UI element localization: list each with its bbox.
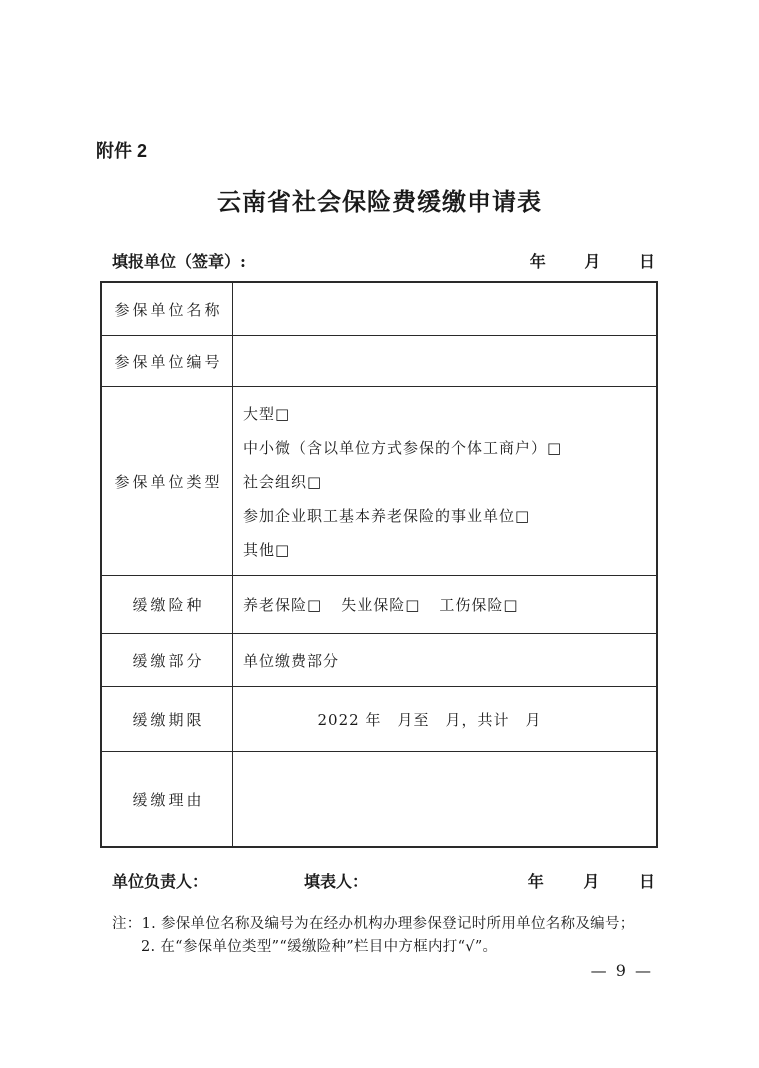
checkbox-option-pension: 养老保险□ [243, 596, 323, 614]
application-form-table [100, 281, 658, 848]
responsible-person-label: 单位负责人： [112, 872, 209, 891]
footnote-1: 注：1. 参保单位名称及编号为在经办机构办理参保登记时所用单位名称及编号； [112, 916, 635, 932]
table-row-unit-name [102, 283, 656, 335]
row-label: 缓缴险种 [102, 576, 233, 633]
table-row-unit-code [102, 335, 656, 386]
row-label: 缓缴理由 [102, 752, 233, 846]
day-label: 日 [638, 252, 655, 271]
table-row-unit-type [102, 386, 656, 575]
row-label: 参保单位编号 [102, 336, 233, 386]
row-label: 参保单位名称 [102, 283, 233, 335]
signature-date [494, 869, 655, 892]
attachment-label: 附件 2 [96, 141, 148, 161]
footnote-2: 2. 在“参保单位类型”“缓缴险种”栏目中方框内打“√”。 [141, 939, 498, 955]
checkbox-option-unemployment: 失业保险□ [341, 596, 421, 614]
signature-row [112, 869, 655, 892]
row-label: 缓缴部分 [102, 634, 233, 686]
month-label: 月 [584, 252, 601, 271]
unit-type-options [233, 387, 656, 575]
unit-code-field [233, 336, 656, 386]
checkbox-option-public-institution: 参加企业职工基本养老保险的事业单位□ [243, 506, 531, 525]
checkbox-option-work-injury: 工伤保险□ [439, 596, 519, 614]
year-label: 年 [529, 252, 546, 271]
day-label: 日 [638, 872, 655, 891]
month-label: 月 [583, 872, 600, 891]
page-title: 云南省社会保险费缓缴申请表 [217, 189, 542, 216]
table-row-deferral-reason [102, 751, 656, 846]
checkbox-option-small-medium: 中小微（含以单位方式参保的个体工商户）□ [243, 438, 563, 457]
footnotes [112, 913, 657, 959]
checkbox-option-large: 大型□ [243, 404, 291, 423]
page-number: — 9 — [590, 961, 653, 980]
deferral-reason-field [233, 752, 656, 846]
year-label: 年 [527, 872, 544, 891]
checkbox-option-other: 其他□ [243, 540, 291, 559]
deferral-part-value: 单位缴费部分 [243, 651, 340, 670]
table-row-deferral-part [102, 633, 656, 686]
table-row-insurance-type [102, 575, 656, 633]
table-row-deferral-period [102, 686, 656, 751]
row-label: 参保单位类型 [102, 387, 233, 575]
filing-unit-label: 填报单位（签章）: [112, 252, 246, 271]
form-filler-label: 填表人： [304, 872, 369, 891]
unit-name-field [233, 283, 656, 335]
insurance-type-options [233, 576, 656, 633]
checkbox-option-social-org: 社会组织□ [243, 472, 323, 491]
deferral-period-value: 2022 年 月至 月，共计 月 [317, 710, 542, 729]
header-date [497, 249, 655, 272]
row-label: 缓缴期限 [102, 687, 233, 751]
form-header [112, 249, 655, 272]
